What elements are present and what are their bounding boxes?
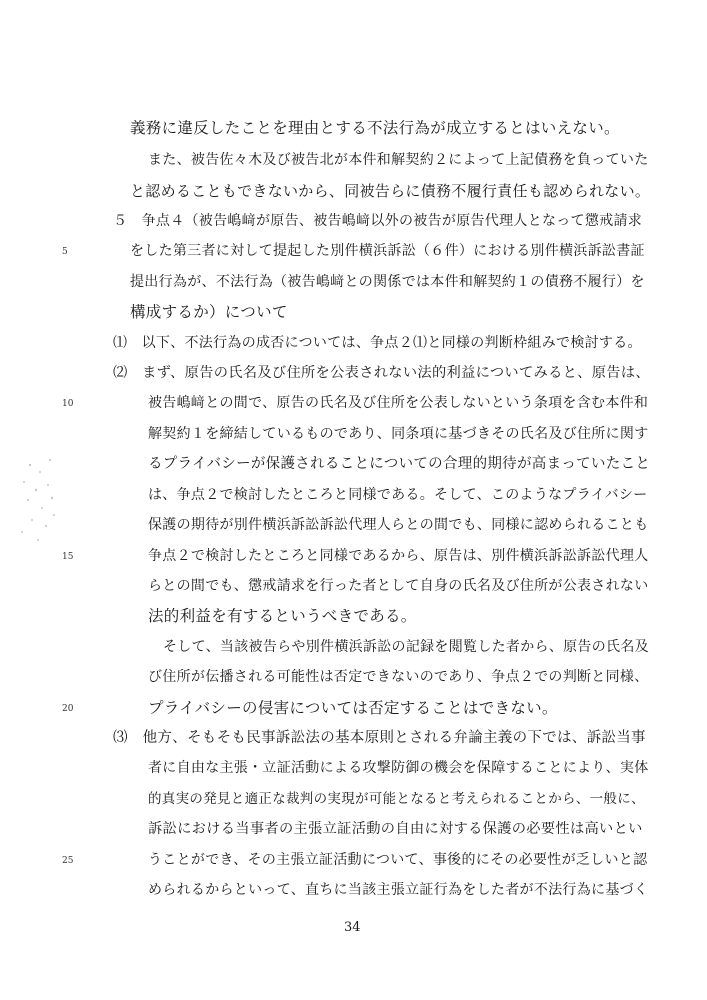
line-number: 25 xyxy=(62,855,74,866)
text-line: また、被告佐々木及び被告北が本件和解契約２によって上記債務を負っていた xyxy=(148,152,649,169)
text-line: 争点２で検討したところと同様であるから、原告は、別件横浜訴訟訴訟代理人 xyxy=(148,547,649,564)
text-line: るプライバシーが保護されることについての合理的期待が高まっていたこと xyxy=(148,456,651,473)
text-line: そして、当該被告らや別件横浜訴訟の記録を閲覧した者から、原告の氏名及 xyxy=(163,638,649,655)
text-line: 保護の期待が別件横浜訴訟訴訟代理人らとの間でも、同様に認められることも xyxy=(148,517,649,534)
text-line: と認めることもできないから、同被告らに債務不履行責任も認められない。 xyxy=(130,181,651,200)
page-number: 34 xyxy=(344,920,361,935)
text-line: 解契約１を締結しているものであり、同条項に基づきその氏名及び住所に関す xyxy=(148,425,649,442)
text-line: らとの間でも、懲戒請求を行った者として自身の氏名及び住所が公表されない xyxy=(148,577,649,594)
text-line: は、争点２で検討したところと同様である。そして、このようなプライバシー xyxy=(148,486,648,503)
line-number: 20 xyxy=(62,703,74,714)
text-line: プライバシーの侵害については否定することはできない。 xyxy=(148,698,558,717)
text-line: ５ 争点４（被告嶋﨑が原告、被告嶋﨑以外の被告が原告代理人となって懲戒請求 xyxy=(113,213,643,229)
text-line: をした第三者に対して提起した別件横浜訴訟（６件）における別件横浜訴訟書証 xyxy=(130,243,645,260)
line-number: 5 xyxy=(62,247,68,258)
text-line: 被告嶋﨑との間で、原告の氏名及び住所を公表しないという条項を含む本件和 xyxy=(148,395,649,412)
text-line: 法的利益を有するというべきである。 xyxy=(148,607,417,626)
text-line: 提出行為が、不法行為（被告嶋﨑との関係では本件和解契約１の債務不履行）を xyxy=(130,273,645,290)
text-line: 訴訟における当事者の主張立証活動の自由に対する保護の必要性は高いとい xyxy=(148,821,643,838)
text-line: うことができ、その主張立証活動について、事後的にその必要性が乏しいと認 xyxy=(148,851,648,868)
text-line: められるからといって、直ちに当該主張立証行為をした者が不法行為に基づく xyxy=(148,882,649,898)
line-number: 15 xyxy=(62,551,74,562)
line-number: 10 xyxy=(62,399,74,410)
text-line: ⑶ 他方、そもそも民事訴訟法の基本原則とされる弁論主義の下では、訴訟当事 xyxy=(113,729,646,746)
text-line: 構成するか）について xyxy=(130,303,288,322)
text-line: 者に自由な主張・立証活動による攻撃防御の機会を保障することにより、実体 xyxy=(148,760,649,777)
text-line: ⑴ 以下、不法行為の成否については、争点２⑴と同様の判断枠組みで検討する。 xyxy=(113,334,642,351)
text-line: 義務に違反したことを理由とする不法行為が成立するとはいえない。 xyxy=(130,119,620,137)
text-line: び住所が伝播される可能性は否定できないのであり、争点２での判断と同様、 xyxy=(148,669,649,686)
text-line: 的真実の発見と適正な裁判の実現が可能となると考えられることから、一般に、 xyxy=(148,790,645,807)
text-line: ⑵ まず、原告の氏名及び住所を公表されない法的利益についてみると、原告は、 xyxy=(113,365,650,382)
